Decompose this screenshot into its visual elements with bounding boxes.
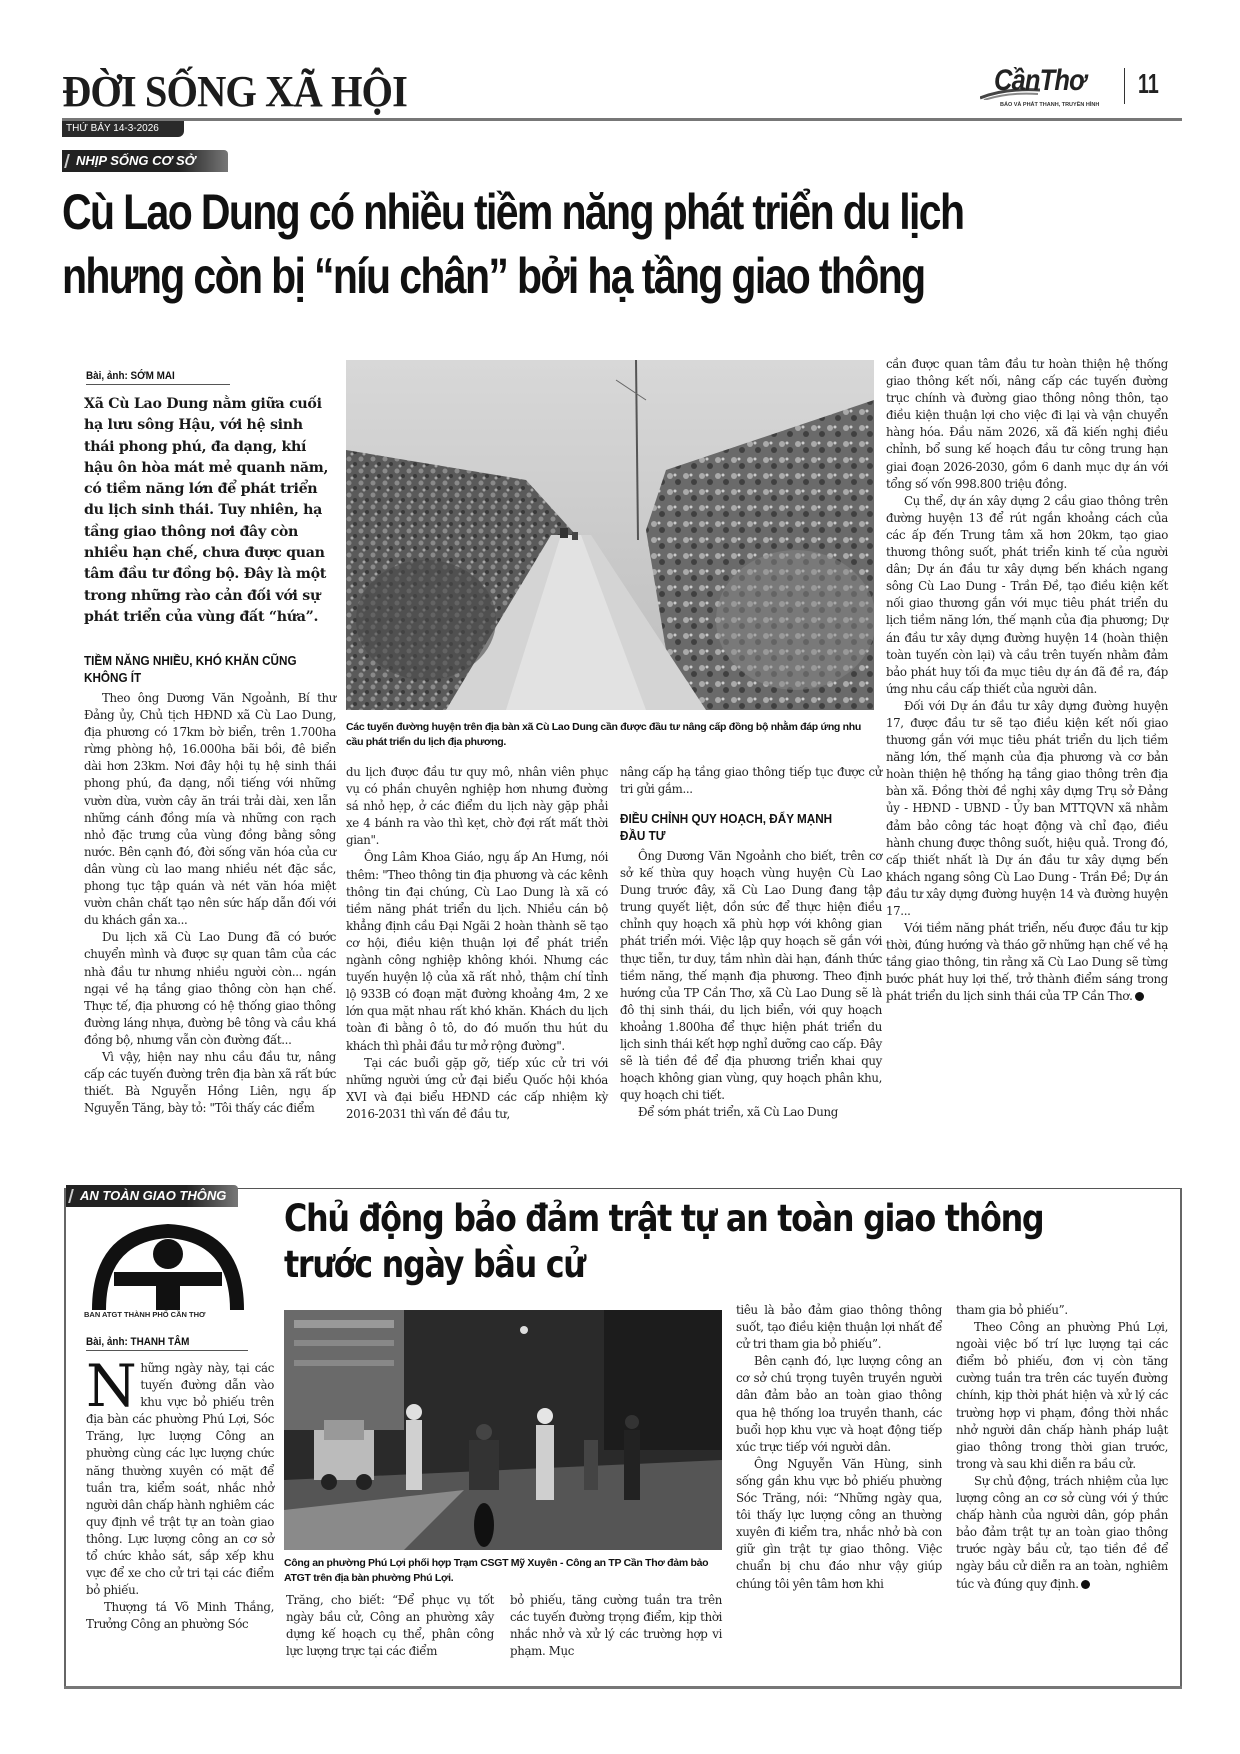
article1-byline: Bài, ảnh: SỚM MAI [86,370,230,385]
paragraph: bỏ phiếu, tăng cường tuần tra trên các tuyến đường trọng điểm, kịp thời nhắc nhở và xử lý các trường hợp vi phạm. Mục [510,1593,722,1659]
paragraph-text: hững ngày này, tại các tuyến đường dẫn vào khu vực bỏ phiếu trên địa bàn các phường Phú Lợi, Sóc Trăng, lực lượng Công an phường cùng các lực lượng chức năng thường xuyên có mặt để tuần tra, kiểm soát, nhắc nhở người dân chấp hành nghiêm các quy định về trật tự an toàn giao thông. Lực lượng công an cơ sở tổ chức khảo sát, sắp xếp khu vực để xe cho cử tri tại các điểm bỏ phiếu. [86,1361,274,1598]
article2-byline: Bài, ảnh: THANH TÂM [86,1336,248,1351]
headline-line-1: Cù Lao Dung có nhiều tiềm năng phát triển du lịch [62,184,964,240]
article2-headline: Chủ động bảo đảm trật tự an toàn giao thông trước ngày bầu cử [284,1197,1044,1286]
article1-column-4 [886,356,1168,1006]
road-photo-illustration [346,360,874,710]
article1-lede: Xã Cù Lao Dung nằm giữa cuối hạ lưu sông Hậu, với hệ sinh thái phong phú, đa dạng, khí hậu ôn hòa mát mẻ quanh năm, có tiềm năng lớn để phát triển du lịch sinh thái. Tuy nhiên, hạ tầng giao thông nơi đây còn nhiều hạn chế, chưa được quan tâm đầu tư đồng bộ. Đây là một trong những rào cản đối với sự phát triển của vùng đất “hứa”. [84,396,329,625]
paragraph [886,920,1168,1005]
end-mark-icon [1135,992,1144,1001]
paragraph: Trăng, cho biết: “Để phục vụ tốt ngày bầu cử, Công an phường xây dựng kế hoạch cụ thể, phân công lực lượng trực tại các điểm [286,1593,494,1659]
page-number-divider [1124,68,1125,104]
paragraph-text: Với tiềm năng phát triển, nếu được đầu tư kịp thời, đúng hướng và tháo gỡ những hạn chế về hạ tầng giao thông, tin rằng xã Cù Lao Dung sẽ từng bước phát huy lợi thế, trở thành điểm sáng trong phát triển du lịch sinh thái của TP Cần Thơ. [886,921,1168,1004]
article2-photo-caption: Công an phường Phú Lợi phối hợp Trạm CSGT Mỹ Xuyên - Công an TP Cần Thơ đảm bảo ATGT trên địa bàn phường Phú Lợi. [284,1557,709,1584]
logo-text: CầnThơ [994,64,1086,97]
paragraph: Ông Dương Văn Ngoảnh cho biết, trên cơ sở kế thừa quy hoạch vùng huyện Cù Lao Dung trước đây, xã Cù Lao Dung đang tập trung quyết liệt, dồn sức để thực hiện điều chỉnh quy hoạch xã phù hợp với không gian phát triển mới. Việc lập quy hoạch sẽ gắn với thực tiễn, tư duy, tầm nhìn dài hạn, đánh thức tiềm năng, thế mạnh địa phương. Theo định hướng của TP Cần Thơ, xã Cù Lao Dung sẽ là đô thị sinh thái, du lịch biển, với quy hoạch khoảng 1.800ha để thực hiện phát triển du lịch sinh thái kết hợp nghỉ dưỡng cao cấp. Đây sẽ là tiền đề để địa phương triển khai quy hoạch không gian vùng, quy hoạch phân khu, quy hoạch chi tiết. [620,849,882,1103]
article1-headline [62,180,980,308]
article1-column-3-intro [620,764,882,798]
headline-line-2: nhưng còn bị “níu chân” bởi hạ tầng giao thông [62,248,925,304]
article1-column-2 [346,764,608,1123]
article2-column-2 [286,1592,494,1660]
paragraph: Du lịch xã Cù Lao Dung đã có bước chuyển mình và được sự quan tâm của các nhà đầu tư nhưng nhiều người còn... ngán ngại về hạ tầng giao thông còn hạn chế. Thực tế, địa phương có hệ thống giao thông đường láng nhựa, đường bê tông và cầu khá đồng bộ, nhưng vẫn còn đường đất... [84,930,336,1047]
article2-column-1 [86,1352,274,1634]
paragraph: Ông Nguyễn Văn Hùng, sinh sống gần khu vực bỏ phiếu phường Sóc Trăng, nói: “Những ngày qua, tôi thấy lực lượng công an thường xuyên đi kiểm tra, nhắc nhở bà con giữ gìn trật tự giao thông. Việc chuẩn bị chu đáo như vậy giúp chúng tôi yên tâm hơn khi [736,1456,942,1591]
article1-column-1 [84,690,336,1117]
paragraph: Thượng tá Võ Minh Thắng, Trưởng Công an phường Sóc [86,1600,274,1632]
section-border-left [64,1188,66,1688]
article1-photo [346,360,874,710]
paragraph: nâng cấp hạ tầng giao thông tiếp tục được cử tri gửi gắm... [620,765,882,797]
paragraph: du lịch được đầu tư quy mô, nhân viên phục vụ có phần chuyên nghiệp hơn nhưng đường sá nhỏ hẹp, ở các điểm du lịch này gặp phải xe 4 bánh ra vào thì kẹt, chờ đợi rất mất thời gian". [346,765,608,848]
section-title: ĐỜI SỐNG XÃ HỘI [62,67,407,116]
article2-column-4 [736,1302,942,1593]
paragraph-text: Sự chủ động, trách nhiệm của lực lượng công an cơ sở cùng với ý thức chấp hành của người dân, góp phần bảo đảm trật tự an toàn giao thông trước ngày bầu cử, tạo tiền đề để ngày bầu cử diễn ra an toàn, nghiêm túc và đúng quy định. [956,1473,1168,1591]
article1-photo-caption: Các tuyến đường huyện trên địa bàn xã Cù Lao Dung cần được đầu tư nâng cấp đồng bộ nhằm đáp ứng nhu cầu phát triển du lịch địa phương. [346,721,861,748]
paragraph: tham gia bỏ phiếu”. [956,1303,1068,1317]
paragraph: Ông Lâm Khoa Giáo, ngụ ấp An Hưng, nói thêm: "Theo thông tin địa phương và các kênh thông tin đại chúng, Cù Lao Dung là xã có tiềm năng phát triển du lịch. Nhiều cán bộ khẳng định cầu Đại Ngãi 2 hoàn thành sẽ tạo cơ hội, điều kiện thuận lợi để phát triển ngành công nghiệp không khói. Nhưng các tuyến huyện lộ của xã rất nhỏ, thậm chí tỉnh lộ 933B có đoạn mặt đường khoảng 4m, 2 xe lớn qua mặt nhau rất khó khăn. Khách du lịch toàn đi bằng ô tô, do đó muốn thu hút du khách thì phải đầu tư mở rộng đường". [346,850,608,1053]
page-number: 11 [1138,68,1159,99]
article1-subhead-1: TIỀM NĂNG NHIỀU, KHÓ KHĂN CŨNG KHÔNG ÍT [84,653,297,685]
paragraph [86,1352,274,1599]
article2-column-3 [510,1592,722,1660]
newspaper-logo [990,64,1140,114]
atgt-logo-label: BAN ATGT THÀNH PHỐ CẦN THƠ [84,1310,206,1319]
paragraph: Theo ông Dương Văn Ngoảnh, Bí thư Đảng ủy, Chủ tịch HĐND xã Cù Lao Dung, địa phương có 17km bờ biển, trên 1.700ha rừng phòng hộ, 16.000ha bãi bồi, đê biển dài hơn 23km. Nơi đây hội tụ hệ sinh thái phong phú, đa dạng, nổi tiếng với những vườn dừa, vườn cây ăn trái trải dài, xen lẫn những cánh đồng mía và những con rạch nhỏ đặc trưng của vùng đồng bằng sông nước. Bên cạnh đó, đời sống văn hóa của cư dân vùng cù lao mang nhiều nét đặc sắc, phong tục tập quán và nét văn hóa miệt vườn chân chất tạo nên sức hấp dẫn đối với du khách gần xa... [84,691,336,928]
paragraph: tiêu là bảo đảm giao thông thông suốt, tạo điều kiện thuận lợi nhất để cử tri tham gia bỏ phiếu”. [736,1303,942,1352]
paragraph: Cụ thể, dự án xây dựng 2 cầu giao thông trên đường huyện 13 để rút ngắn khoảng cách của các ấp đến Trung tâm xã hơn 20km, tạo giao thương thông suốt, phát triển kinh tế của người dân; Dự án đầu tư xây dựng bến khách ngang sông Cù Lao Dung - Trần Đề, tạo điều kiện kết nối giao thương gắn với mục tiêu phát triển du lịch tiềm năng lớn, thế mạnh của địa phương; Dự án đầu tư xây dựng đường huyện 14 (hoàn thiện toàn tuyến còn lại) và cầu trên tuyến nhằm đảm bảo phát huy tối đa mục tiêu dự án đã đề ra, đáp ứng nhu cầu cấp thiết của người dân. [886,493,1168,696]
section-border-bottom [64,1686,1182,1689]
article2-kicker: AN TOÀN GIAO THÔNG [66,1185,238,1207]
article2-column-5 [956,1302,1168,1593]
paragraph: Tại các buổi gặp gỡ, tiếp xúc cử tri với những người ứng cử đại biểu Quốc hội khóa XVI và đại biểu HĐND các cấp nhiệm kỳ 2016-2031 thì vấn đề đầu tư, [346,1055,608,1121]
traffic-police-photo-illustration [284,1310,722,1550]
logo-tagline: BÁO VÀ PHÁT THANH, TRUYỀN HÌNH [1000,102,1100,108]
article2-photo [284,1310,722,1550]
end-mark-icon [1081,1580,1090,1589]
dateline: THỨ BẢY 14-3-2026 [62,121,184,137]
paragraph [956,1473,1168,1593]
paragraph: Bên cạnh đó, lực lượng công an cơ sở chú trọng tuyên truyền người dân đảm bảo an toàn giao thông qua hệ thống loa truyền thanh, các buổi họp khu vực và hoạt động tiếp xúc trực tiếp với người dân. [736,1354,942,1454]
paragraph: cần được quan tâm đầu tư hoàn thiện hệ thống giao thông kết nối, nâng cấp các tuyến đường trục chính và đường giao thông nông thôn, tạo điều kiện thuận lợi cho việc đi lại và vận chuyển hàng hóa. Đầu năm 2026, xã đã kiến nghị điều chỉnh, bổ sung kế hoạch đầu tư công trung hạn giai đoạn 2026-2030, gồm 6 danh mục dự án với tổng số vốn 998.800 triệu đồng. [886,357,1168,491]
section-border-right [1180,1188,1182,1688]
article1-column-3 [620,848,882,1122]
paragraph: Đối với Dự án đầu tư xây dựng đường huyện 17, được đầu tư sẽ tạo điều kiện kết nối giao thương gắn với mục tiêu phát triển du lịch tiềm năng lớn, thế mạnh của địa phương và cơ bản hoàn thiện hệ thống hạ tầng giao thông trên địa bàn xã. Đồng thời đề nghị xây dựng Trụ sở Đảng ủy - HĐND - UBND - Ủy ban MTTQVN xã nhằm đảm bảo công tác hoạt động và chỉ đạo, điều hành chung được thông suốt, hiệu quả. Trong đó, cấp thiết nhất là Dự án đầu tư xây dựng bến khách ngang sông Cù Lao Dung - Trần Đề; Dự án đầu tư xây dựng đường huyện 14 và đường huyện 17... [886,698,1168,918]
article1-subhead-2: ĐIỀU CHỈNH QUY HOẠCH, ĐẨY MẠNH ĐẦU TƯ [620,811,833,843]
drop-cap: N [86,1352,137,1420]
paragraph: Vì vậy, hiện nay nhu cầu đầu tư, nâng cấp các tuyến đường trên địa bàn xã rất bức thiết. Bà Nguyễn Hồng Liên, ngụ ấp Nguyễn Tăng, bày tỏ: "Tôi thấy các điểm [84,1049,336,1116]
article1-kicker: NHỊP SỐNG CƠ SỞ [62,150,228,172]
header-rule [62,118,1182,121]
paragraph: Theo Công an phường Phú Lợi, ngoài việc bố trí lực lượng tại các điểm bỏ phiếu, đơn vị còn tăng cường tuần tra trên các tuyến đường chính, kịp thời phát hiện và xử lý các trường hợp vi phạm, đồng thời nhắc nhở người dân chấp hành pháp luật giao thông trong thời gian trước, trong và sau khi diễn ra bầu cử. [956,1320,1168,1471]
atgt-logo-icon [84,1220,252,1310]
paragraph: Để sớm phát triển, xã Cù Lao Dung [638,1105,838,1120]
